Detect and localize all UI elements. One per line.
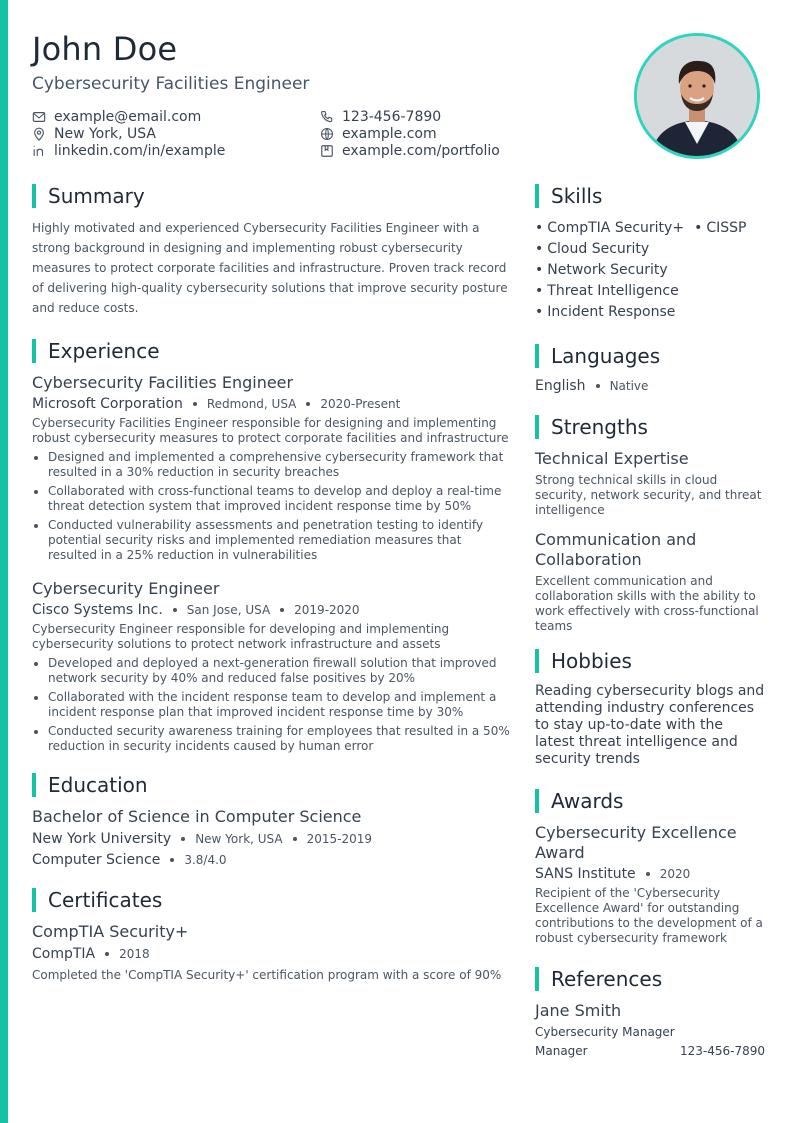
skill-item: Threat Intelligence [547,283,679,299]
job-entry [32,579,510,754]
contact-info [32,109,632,160]
separator-dot [173,608,177,612]
award-issuer: SANS Institute [535,866,636,882]
website-text: example.com [342,125,437,142]
job-title: Cybersecurity Engineer [32,579,220,598]
education-gpa: 3.8/4.0 [184,853,227,867]
bullet-icon: • [535,262,544,278]
contact-portfolio[interactable] [320,143,600,160]
skills-list [535,218,765,323]
heading-accent [32,184,36,208]
separator-dot [306,402,310,406]
separator-dot [280,608,284,612]
separator-dot [193,402,197,406]
accent-bar [0,0,8,1123]
heading-accent [32,339,36,363]
job-location: San Jose, USA [186,603,271,617]
resume-header [32,30,632,160]
mail-icon [32,110,46,124]
bullet-icon: • [535,241,544,257]
strength-title: Communication and Collaboration [535,530,697,569]
strength-description: Excellent communication and collaboration skills with the ability to work effectively with cross-functional teams [535,574,759,633]
contact-email[interactable] [32,109,320,126]
education-location: New York, USA [195,832,283,846]
skills-heading-text: Skills [551,184,603,208]
job-description: Cybersecurity Facilities Engineer responsible for designing and implementing robust cybersecurity measures to protect corporate facilities and infrastructure [32,416,509,445]
profile-photo [634,33,760,159]
awards-heading-text: Awards [551,789,624,813]
side-column [535,183,765,1059]
summary-heading [32,183,510,209]
phone-text: 123-456-7890 [342,108,442,125]
summary-text: Highly motivated and experienced Cybersecurity Facilities Engineer with a strong background in designing and implementing robust cybersecurity measures to protect corporate facilities and infrastructure. Proven track record of delivering high-quality cybersecurity solutions that improve security posture and reduce costs. [32,221,508,315]
linkedin-text: linkedin.com/in/example [54,142,226,159]
experience-heading-text: Experience [48,339,160,363]
award-description: Recipient of the 'Cybersecurity Excellence Award' for outstanding contributions to the development of a robust cybersecurity framework [535,886,763,945]
education-heading-text: Education [48,773,148,797]
education-heading [32,772,510,798]
summary-heading-text: Summary [48,184,145,208]
certificate-year: 2018 [119,947,150,961]
job-company: Cisco Systems Inc. [32,602,163,618]
achievement-item: Conducted vulnerability assessments and penetration testing to identify potential security risks and implemented remediation measures that resulted in a 25% reduction in vulnerabilities [32,518,510,563]
education-field: Computer Science [32,852,161,868]
heading-accent [535,789,539,813]
education-field-row [32,851,510,869]
job-meta [32,601,510,619]
language-level: Native [609,379,649,393]
contact-location [32,126,320,143]
bullet-icon: • [535,304,544,320]
reference-title: Cybersecurity Manager [535,1025,675,1039]
job-location: Redmond, USA [206,397,297,411]
contact-website[interactable] [320,126,600,143]
summary-section [32,183,510,318]
separator-dot [105,952,109,956]
job-dates: 2020-Present [320,397,401,411]
job-achievements [32,656,510,754]
skill-item: Network Security [547,262,668,278]
certificates-heading [32,887,510,913]
awards-section [535,788,765,946]
separator-dot [170,858,174,862]
certificate-description: Completed the 'CompTIA Security+' certification program with a score of 90% [32,968,502,982]
globe-icon [320,127,334,141]
separator-dot [596,384,600,388]
award-meta [535,866,765,882]
skills-section [535,183,765,323]
languages-heading [535,343,765,369]
references-heading [535,966,765,992]
language-name: English [535,378,586,394]
main-column [32,183,510,983]
education-section [32,772,510,869]
bullet-icon: • [535,283,544,299]
hobbies-text: Reading cybersecurity blogs and attending industry conferences to stay up-to-date with the latest threat intelligence and security trends [535,683,765,767]
languages-heading-text: Languages [551,344,661,368]
location-pin-icon [32,127,46,141]
hobbies-section [535,648,765,768]
candidate-name: John Doe [32,30,178,68]
strength-item [535,530,765,634]
separator-dot [646,872,650,876]
strength-item [535,449,765,518]
reference-name: Jane Smith [535,1001,622,1020]
certificates-section [32,887,510,983]
skill-row [535,281,765,302]
heading-accent [535,344,539,368]
portfolio-icon [320,144,334,158]
job-achievements [32,450,510,563]
heading-accent [535,184,539,208]
strength-title: Technical Expertise [535,449,689,468]
references-heading-text: References [551,967,663,991]
strengths-section [535,414,765,634]
experience-section [32,338,510,754]
reference-contact-row [535,1043,765,1059]
job-entry [32,373,510,563]
certificate-issuer: CompTIA [32,946,96,962]
location-text: New York, USA [54,125,156,142]
strength-description: Strong technical skills in cloud security, network security, and threat intelligence [535,473,762,517]
job-title: Cybersecurity Facilities Engineer [32,373,294,392]
portfolio-text: example.com/portfolio [342,142,500,159]
job-company: Microsoft Corporation [32,396,183,412]
separator-dot [293,837,297,841]
certificates-heading-text: Certificates [48,888,163,912]
skill-item: Cloud Security [547,241,650,257]
job-dates: 2019-2020 [294,603,360,617]
heading-accent [32,888,36,912]
education-dates: 2015-2019 [306,832,373,846]
linkedin-icon [32,144,46,158]
skill-row [535,260,765,281]
awards-heading [535,788,765,814]
education-meta [32,830,510,848]
email-text: example@email.com [54,108,202,125]
experience-heading [32,338,510,364]
skill-row [535,239,765,260]
award-title: Cybersecurity Excellence Award [535,823,737,862]
achievement-item: Collaborated with the incident response team to develop and implement a incident response plan that improved incident response time by 30% [32,690,510,720]
contact-linkedin[interactable] [32,143,320,160]
language-item [535,378,765,394]
skill-row [535,302,765,323]
languages-section [535,343,765,394]
reference-role: Manager [535,1044,588,1058]
heading-accent [32,773,36,797]
certificate-name: CompTIA Security+ [32,922,189,941]
heading-accent [535,649,539,673]
hobbies-heading [535,648,765,674]
references-section [535,966,765,1059]
separator-dot [181,837,185,841]
education-degree: Bachelor of Science in Computer Science [32,807,362,826]
job-description: Cybersecurity Engineer responsible for developing and implementing cybersecurity solutions to protect network infrastructure and assets [32,622,450,651]
education-school: New York University [32,831,172,847]
award-year: 2020 [659,867,691,881]
skill-item: CompTIA Security+ [547,220,685,236]
achievement-item: Designed and implemented a comprehensive cybersecurity framework that resulted in a 30% reduction in security breaches [32,450,510,480]
hobbies-heading-text: Hobbies [551,649,632,673]
heading-accent [535,415,539,439]
achievement-item: Developed and deployed a next-generation firewall solution that improved network security by 40% and reduced false positives by 20% [32,656,510,686]
achievement-item: Collaborated with cross-functional teams to develop and deploy a real-time threat detection system that improved incident response time by 50% [32,484,510,514]
candidate-title: Cybersecurity Facilities Engineer [32,74,310,95]
bullet-icon: • [535,220,544,236]
certificate-meta [32,945,510,963]
person-photo-icon [637,36,757,156]
job-meta [32,395,510,413]
bullet-icon: • [694,220,703,236]
heading-accent [535,967,539,991]
contact-phone[interactable] [320,109,600,126]
phone-icon [320,110,334,124]
skill-item: CISSP [706,220,747,236]
skill-row [535,218,765,239]
strengths-heading [535,414,765,440]
strengths-heading-text: Strengths [551,415,648,439]
skills-heading [535,183,765,209]
reference-phone[interactable]: 123-456-7890 [679,1044,765,1058]
achievement-item: Conducted security awareness training for employees that resulted in a 50% reduction in security incidents caused by human error [32,724,510,754]
skill-item: Incident Response [547,304,676,320]
